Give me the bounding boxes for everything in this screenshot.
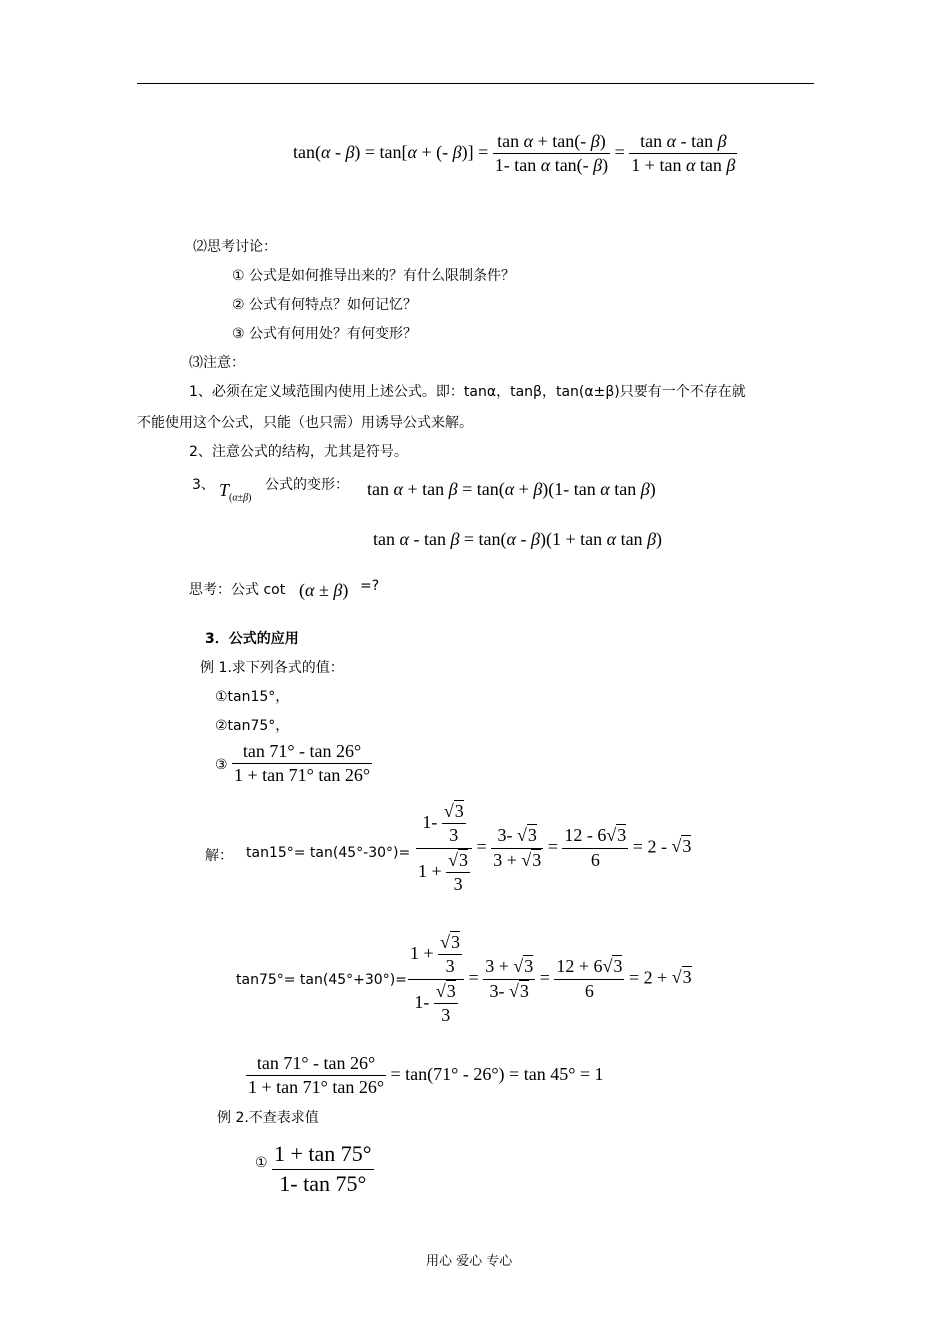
example-1-item-2: ②tan75°， (215, 718, 290, 734)
header-rule (137, 83, 814, 84)
note-title: ⑶注意： (189, 355, 245, 371)
solution-3: $\frac{\tan 71^\circ - \tan 26^\circ}{1 + \tan 71^\circ \tan 26^\circ}$ = tan(71° - 26°) = tan 45° = 1 (246, 1052, 604, 1100)
discuss-q2: ② 公式有何特点？如何记忆？ (232, 297, 418, 313)
note-1a: 1、必须在定义域范围内使用上述公式。即：tanα，tanβ，tan(α±β)只要有一个不存在就 (189, 384, 746, 400)
example-2-item-1: ① (255, 1155, 268, 1171)
discuss-title: ⑵思考讨论： (193, 239, 277, 255)
section-3-title: 3．公式的应用 (205, 631, 299, 647)
formula-tan-diff: tan(α - β) = tan[α + (- β)] = $\frac{\text{tan α + tan(- β)}}{\text{1- tan α tan(- β)}}$ = $\frac{\text{tan α - tan β}}{\text{1 + tan α tan β}}$ (293, 130, 737, 178)
think-prefix: 思考：公式 cot (189, 582, 286, 598)
discuss-q1: ① 公式是如何推导出来的？有什么限制条件？ (232, 268, 515, 284)
example-1-title: 例 1.求下列各式的值： (200, 660, 344, 676)
solution-2-lhs: tan75°= tan(45°+30°)= (236, 972, 407, 988)
example-1-item-3-fraction: $\frac{\tan 71^\circ - \tan 26^\circ}{1 + \tan 71^\circ \tan 26^\circ}$ (232, 740, 372, 788)
note-2: 2、注意公式的结构，尤其是符号。 (189, 444, 408, 460)
example-2-title: 例 2.不查表求值 (217, 1110, 319, 1126)
example-2-fraction: $\frac{1 + \tan 75^\circ}{1- \tan 75^\circ}$ (272, 1140, 374, 1198)
discuss-q3: ③ 公式有何用处？有何变形？ (232, 326, 418, 342)
t-symbol: $T_{(\alpha\pm\beta)}$ (219, 480, 252, 504)
solution-1-lhs: tan15°= tan(45°-30°)= (246, 845, 411, 861)
solution-2-rhs: 1 + √ $\frac{3}{3}$ 1- √ $\frac{3}{3}$ = $\frac{3 + √ 3}{3- √ 3}$ = $\frac{12 + 6√ 3}{6}$ = 2 + √ 3 (408, 931, 692, 1028)
solution-label: 解： (205, 848, 233, 864)
think-suffix: =? (360, 578, 380, 594)
page-footer: 用心 爱心 专心 (426, 1254, 513, 1269)
note-3-suffix: 公式的变形： (265, 477, 349, 493)
solution-1-rhs: 1- √ $\frac{3}{3}$ 1 + √ $\frac{3}{3}$ = $\frac{3- √ 3}{3 + √ 3}$ = $\frac{12 - 6√ 3}{6}$ = 2 - √ 3 (416, 800, 691, 897)
formula-transform-1: tan α + tan β = tan(α + β)(1- tan α tan β) (367, 479, 656, 499)
formula-transform-2: tan α - tan β = tan(α - β)(1 + tan α tan β) (373, 529, 663, 549)
example-1-item-3: ③ (215, 757, 228, 773)
note-1b: 不能使用这个公式，只能（也只需）用诱导公式来解。 (137, 415, 473, 431)
example-1-item-1: ①tan15°， (215, 689, 290, 705)
note-3-prefix: 3、 (192, 477, 215, 493)
think-formula: (α ± β) (299, 580, 349, 600)
